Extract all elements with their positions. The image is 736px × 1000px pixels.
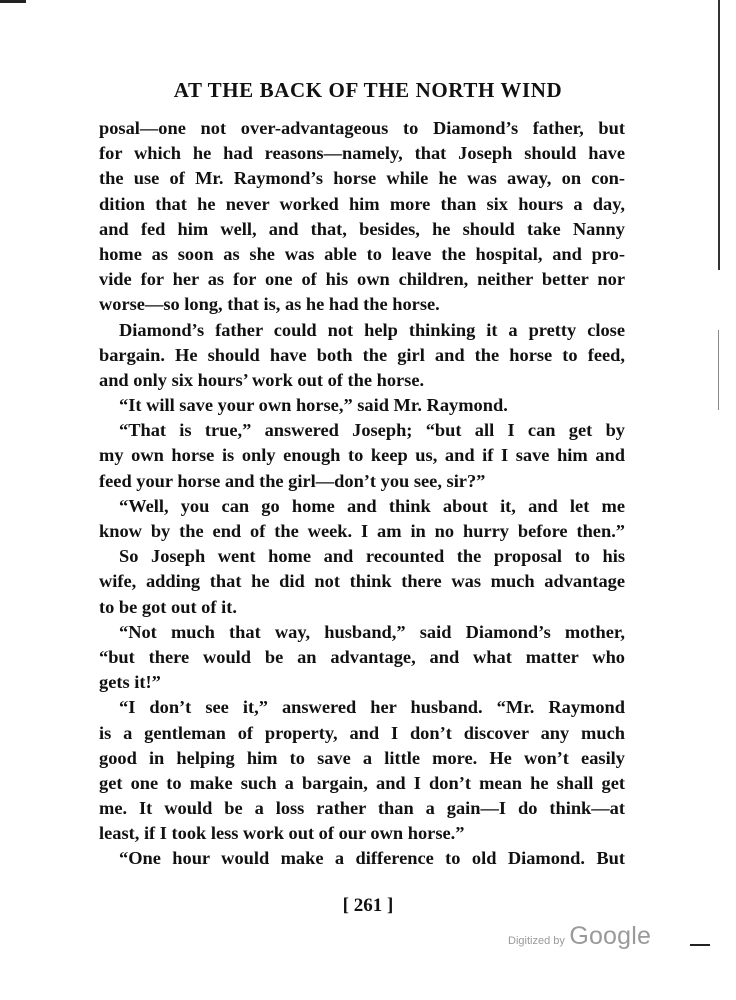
text-line: least, if I took less work out of our own horse.” [99,823,465,844]
text-line: good in helping him to save a little more. He won’t easily [99,747,625,768]
text-line: home as soon as she was able to leave the hospital, and pro- [99,243,625,264]
text-line: and fed him well, and that, besides, he should take Nanny [99,218,625,239]
running-head: AT THE BACK OF THE NORTH WIND [173,78,563,102]
page-edge-rule [718,0,720,270]
text-line: gets it!” [99,672,161,693]
google-logo: Google [569,922,652,950]
text-line: posal—one not over-advantageous to Diamond’s father, but [99,118,625,138]
text-line: get one to make such a bargain, and I don’t mean he shall get [99,772,625,793]
text-line: Diamond’s father could not help thinking it a pretty close [119,319,625,340]
text-line: is a gentleman of property, and I don’t discover any much [99,722,625,743]
text-line: worse—so long, that is, as he had the horse. [99,294,440,315]
bottom-edge-mark [690,944,710,946]
top-edge-mark [0,0,26,3]
text-line: for which he had reasons—namely, that Joseph should have [99,143,625,164]
text-line: wife, adding that he did not think there was much advantage [99,571,625,592]
text-line: to be got out of it. [99,596,237,617]
text-line: So Joseph went home and recounted the proposal to his [119,546,625,567]
text-line: “That is true,” answered Joseph; “but all I can get by [119,420,625,441]
page-number: [ 261 ] [342,895,394,916]
text-line: “but there would be an advantage, and what matter who [99,646,625,667]
text-line: feed your horse and the girl—don’t you see, sir?” [99,470,486,491]
text-line: and only six hours’ work out of the horse. [99,369,425,390]
text-line: dition that he never worked him more than six hours a day, [99,193,625,214]
text-line: “Not much that way, husband,” said Diamond’s mother, [119,621,625,642]
text-line: bargain. He should have both the girl and the horse to feed, [99,344,625,365]
text-line: me. It would be a loss rather than a gain—I do think—at [99,798,625,819]
text-line: know by the end of the week. I am in no hurry before then.” [99,521,625,541]
body-text [99,116,625,872]
text-line: my own horse is only enough to keep us, and if I save him and [99,445,625,466]
digitized-by-watermark [508,922,651,951]
page-edge-rule-lower [718,330,719,410]
text-line: “It will save your own horse,” said Mr. Raymond. [119,395,508,416]
text-line: vide for her as for one of his own children, neither better nor [99,269,625,290]
text-line: “Well, you can go home and think about it, and let me [119,495,625,516]
digitized-by-label: Digitized by [508,935,565,947]
text-line: “I don’t see it,” answered her husband. “Mr. Raymond [119,697,625,718]
text-line: “One hour would make a difference to old Diamond. But [119,848,625,869]
text-line: the use of Mr. Raymond’s horse while he was away, on con- [99,168,625,189]
